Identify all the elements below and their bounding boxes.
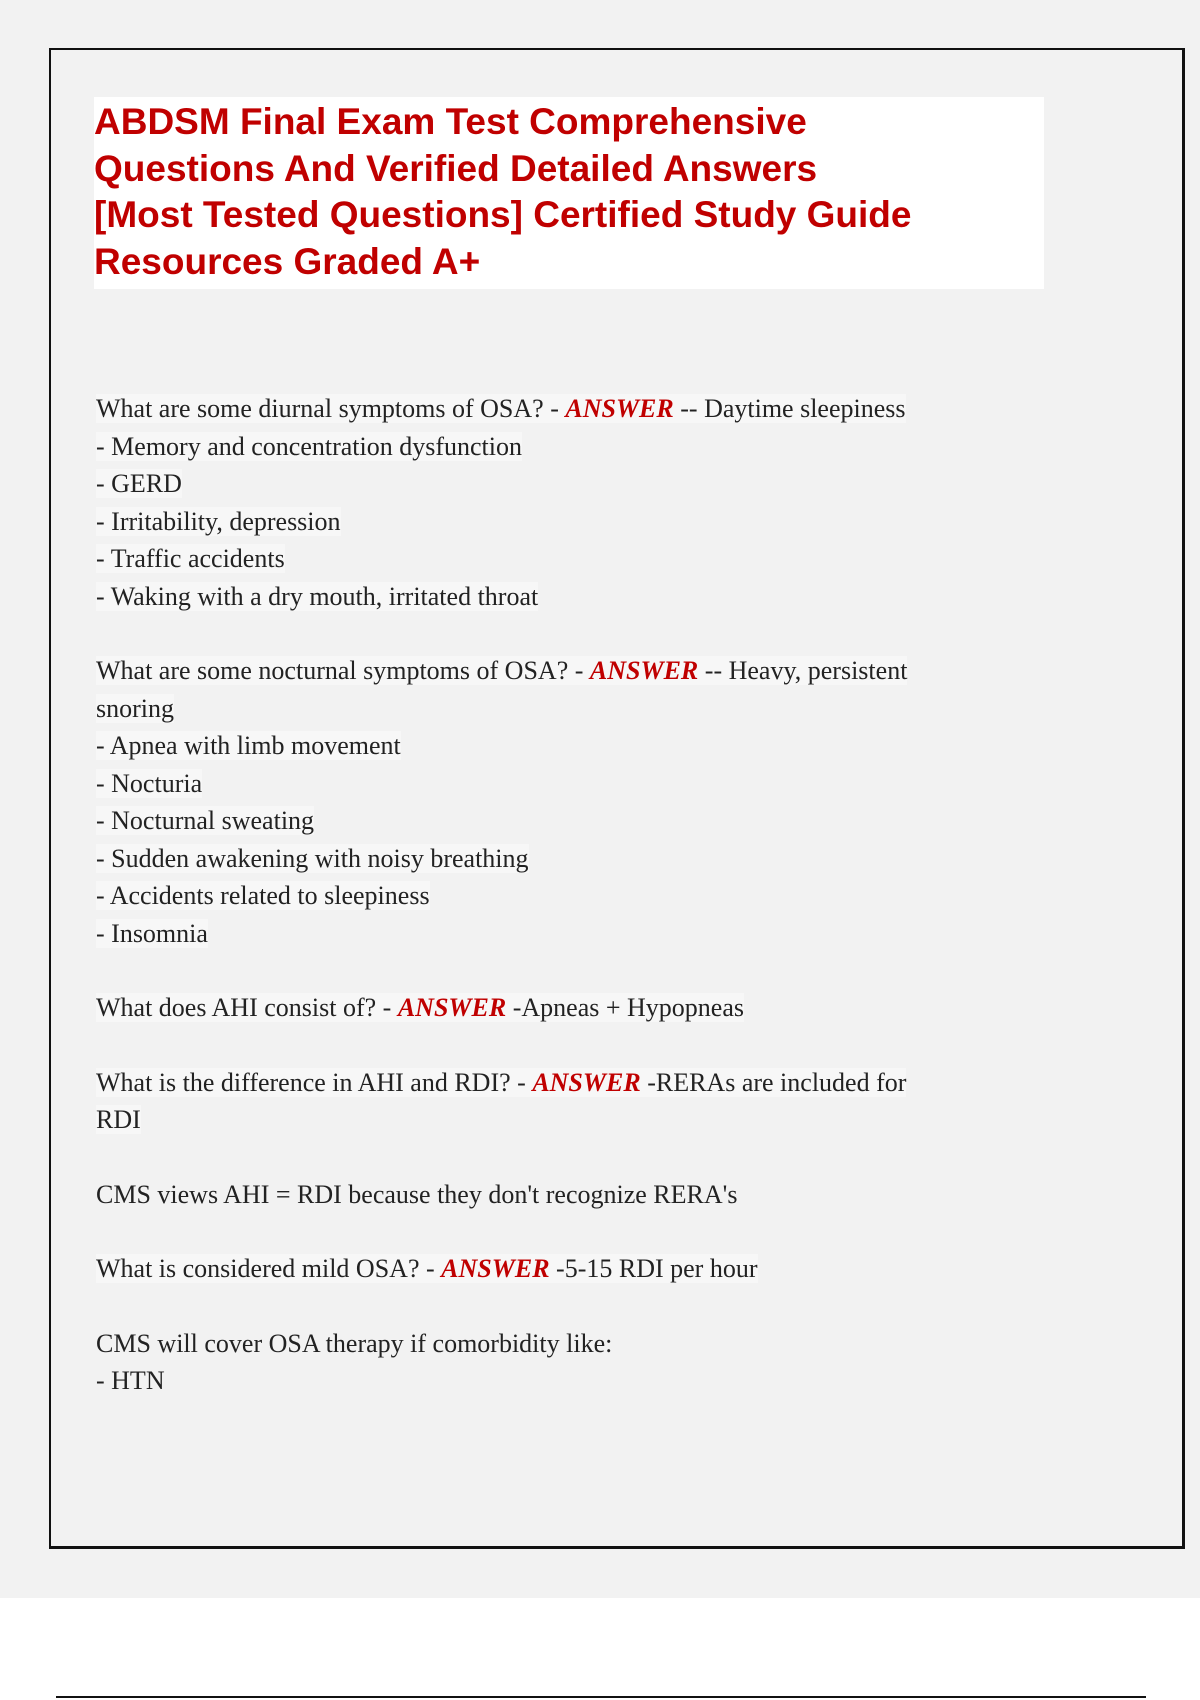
question-line (96, 1250, 1056, 1288)
answer-line: - Accidents related to sleepiness (96, 881, 430, 910)
next-page-area (0, 1598, 1200, 1700)
answer-line: - Traffic accidents (96, 544, 285, 573)
note-line: CMS views AHI = RDI because they don't recognize RERA's (96, 1179, 738, 1209)
question-text: What does AHI consist of? - ANSWER -Apneas + Hypopneas (96, 993, 744, 1022)
answer-line: - Memory and concentration dysfunction (96, 431, 522, 461)
answer-line: - Nocturnal sweating (96, 806, 315, 835)
question-text: What is considered mild OSA? - ANSWER -5-15 RDI per hour (96, 1254, 758, 1283)
question-text: What are some diurnal symptoms of OSA? - ANSWER -- Daytime sleepiness (96, 394, 906, 423)
answer-label: ANSWER (565, 394, 674, 423)
question-text: What are some nocturnal symptoms of OSA? - ANSWER -- Heavy, persistent (96, 656, 908, 685)
question-line (96, 652, 1056, 690)
answer-label: ANSWER (532, 1067, 641, 1097)
title-line: ABDSM Final Exam Test Comprehensive (94, 101, 807, 142)
answer-text: -- Daytime sleepiness (673, 394, 906, 423)
question-text: What is the difference in AHI and RDI? - ANSWER -RERAs are included for (96, 1067, 907, 1097)
qa-item (96, 390, 1056, 615)
answer-label: ANSWER (397, 993, 507, 1022)
answer-line: - Insomnia (96, 918, 208, 948)
qa-item (96, 1064, 1056, 1139)
answer-line: - GERD (96, 469, 182, 498)
qa-item (96, 1250, 1056, 1288)
answer-text: -- Heavy, persistent (698, 656, 908, 685)
note-line: - HTN (96, 1366, 165, 1395)
answer-line: snoring (96, 693, 174, 723)
document-title (94, 97, 1044, 289)
answer-line: - Irritability, depression (96, 506, 341, 536)
answer-line: RDI (96, 1105, 141, 1134)
question-line (96, 390, 1056, 428)
title-line: Resources Graded A+ (94, 240, 481, 282)
answer-label: ANSWER (589, 656, 699, 685)
title-line: Questions And Verified Detailed Answers (94, 147, 818, 189)
note-item (96, 1325, 1056, 1400)
answer-text: -Apneas + Hypopneas (506, 993, 744, 1022)
note-item (96, 1176, 1056, 1214)
title-line: [Most Tested Questions] Certified Study Guide (94, 194, 912, 235)
qa-item (96, 652, 1056, 952)
answer-line: - Sudden awakening with noisy breathing (96, 843, 529, 873)
answer-label: ANSWER (441, 1254, 550, 1283)
question-line (96, 1064, 1056, 1102)
answer-line: - Apnea with limb movement (96, 731, 401, 760)
question-line (96, 989, 1056, 1027)
answer-line: - Nocturia (96, 768, 203, 798)
answer-text: -RERAs are included for (640, 1067, 907, 1097)
answer-text: -5-15 RDI per hour (549, 1254, 758, 1283)
note-line: CMS will cover OSA therapy if comorbidity like: (96, 1328, 613, 1358)
qa-item (96, 989, 1056, 1027)
answer-line: - Waking with a dry mouth, irritated throat (96, 581, 539, 611)
qa-content (96, 390, 1056, 1437)
next-page-rule (56, 1696, 1146, 1698)
